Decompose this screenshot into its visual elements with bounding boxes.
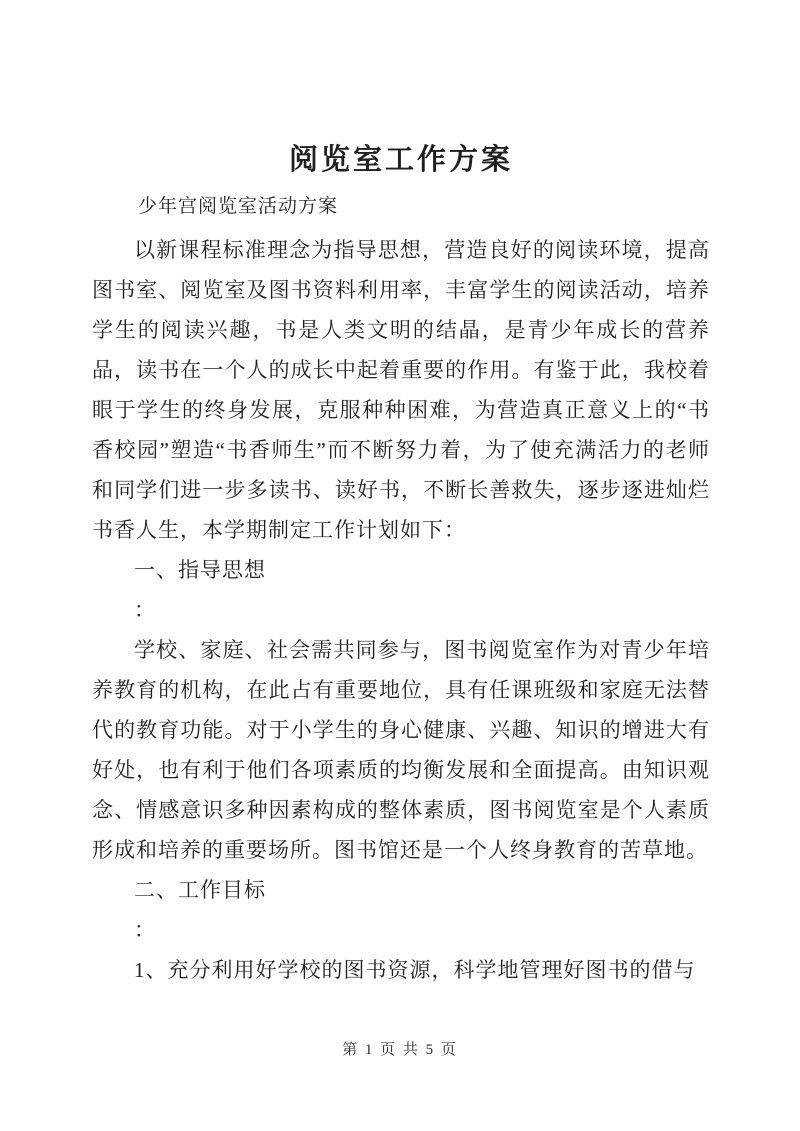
- section-heading-2: 二、工作目标: [134, 878, 266, 902]
- paragraph-goal-item-1: 1、充分利用好学校的图书资源，科学地管理好图书的借与: [134, 958, 696, 982]
- document-subtitle: 少年宫阅览室活动方案: [138, 196, 339, 217]
- paragraph-colon-2: ：: [134, 918, 156, 942]
- section-heading-1: 一、指导思想: [134, 558, 266, 582]
- page-number-footer: 第 1 页 共 5 页: [342, 1042, 458, 1058]
- paragraph-intro: 以新课程标准理念为指导思想，营造良好的阅读环境，提高图书室、阅览室及图书资料利用率，丰富学生的阅读活动，培养学生的阅读兴趣，书是人类文明的结晶，是青少年成长的营养品，读书在一个人的成长中起着重要的作用。有鉴于此，我校着眼于学生的终身发展，克服种种困难，为营造真正意义上的“书香校园”塑造“书香师生”而不断努力着，为了使充满活力的老师和同学们进一步多读书、读好书，不断长善救失，逐步逐进灿烂书香人生，本学期制定工作计划如下：: [92, 238, 710, 542]
- paragraph-guiding-ideology: 学校、家庭、社会需共同参与，图书阅览室作为对青少年培养教育的机构，在此占有重要地位，具有任课班级和家庭无法替代的教育功能。对于小学生的身心健康、兴趣、知识的增进大有好处，也有利于他们各项素质的均衡发展和全面提高。由知识观念、情感意识多种因素构成的整体素质，图书阅览室是个人素质形成和培养的重要场所。图书馆还是一个人终身教育的苦草地。: [92, 638, 710, 862]
- document-body: [92, 230, 710, 990]
- page-title: 阅览室工作方案: [288, 144, 513, 176]
- paragraph-colon-1: ：: [134, 598, 156, 622]
